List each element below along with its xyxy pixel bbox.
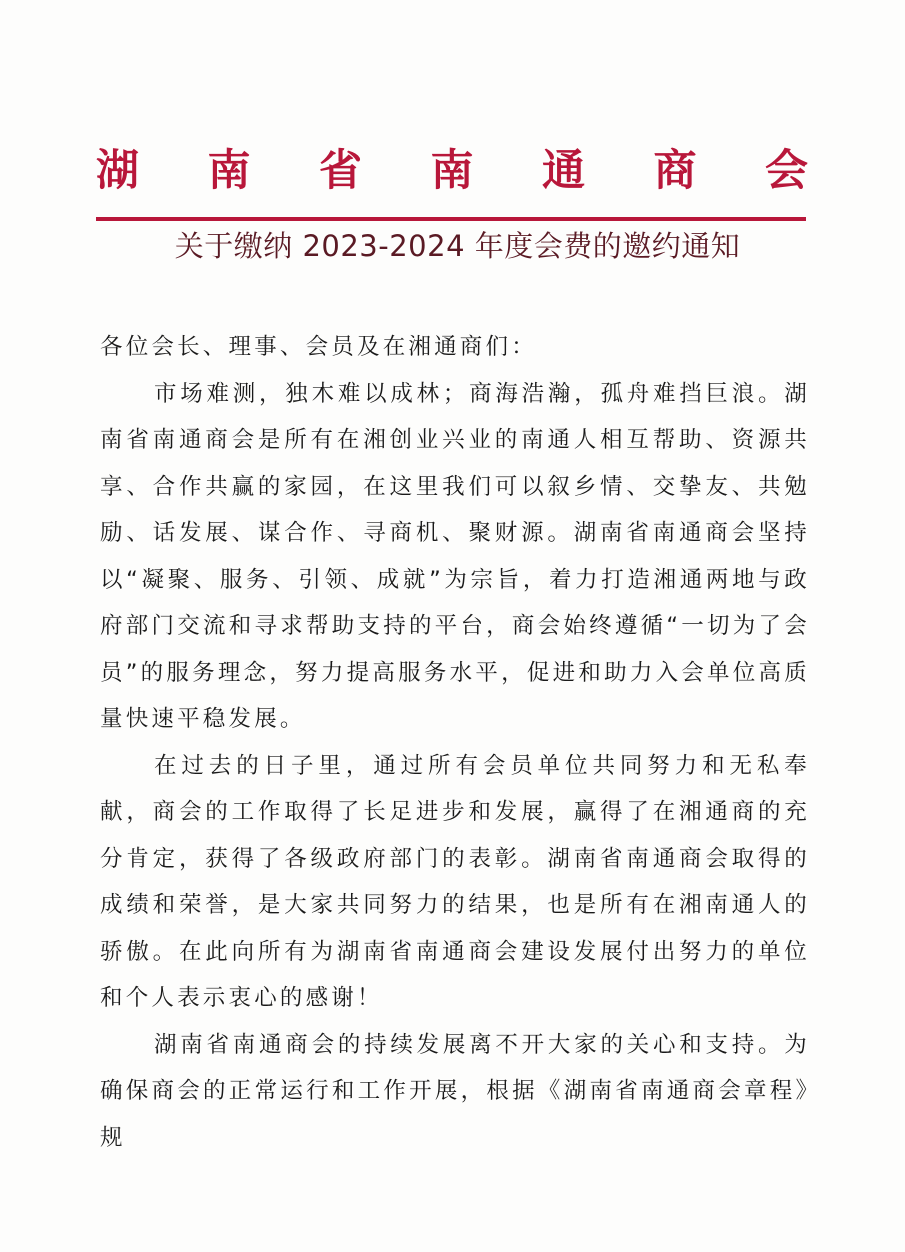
letterhead-char: 南 [207, 146, 251, 196]
letter-body [100, 324, 810, 1161]
salutation: 各位会长、理事、会员及在湘通商们： [100, 334, 537, 360]
letterhead-divider [96, 217, 806, 221]
body-paragraph: 在过去的日子里，通过所有会员单位共同努力和无私奉献，商会的工作取得了长足进步和发展，赢得了在湘通商的充分肯定，获得了各级政府部门的表彰。湖南省南通商会取得的成绩和荣誉，是大家共同努力的结果，也是所有在湘南通人的骄傲。在此向所有为湖南省南通商会建设发展付出努力的单位和个人表示衷心的感谢！ [100, 752, 810, 1011]
body-paragraph: 市场难测，独木难以成林；商海浩瀚，孤舟难挡巨浪。湖南省南通商会是所有在湘创业兴业的南通人相互帮助、资源共享、合作共赢的家园，在这里我们可以叙乡情、交挚友、共勉励、话发展、谋合作、寻商机、聚财源。湖南省南通商会坚持以“凝聚、服务、引领、成就”为宗旨，着力打造湘通两地与政府部门交流和寻求帮助支持的平台，商会始终遵循“一切为了会员”的服务理念，努力提高服务水平，促进和助力入会单位高质量快速平稳发展。 [100, 380, 810, 732]
letterhead-char: 南 [430, 146, 474, 196]
letterhead-char: 商 [653, 146, 697, 196]
body-paragraph: 湖南省南通商会的持续发展离不开大家的关心和支持。为确保商会的正常运行和工作开展，根据《湖南省南通商会章程》规 [100, 1031, 810, 1151]
letterhead-char: 省 [319, 146, 362, 196]
letterhead-char: 会 [765, 146, 808, 196]
letterhead-char: 通 [542, 146, 585, 196]
letterhead-char: 湖 [96, 146, 139, 196]
notice-title: 关于缴纳 2023-2024 年度会费的邀约通知 [174, 229, 741, 263]
letterhead-org-name [96, 146, 808, 196]
